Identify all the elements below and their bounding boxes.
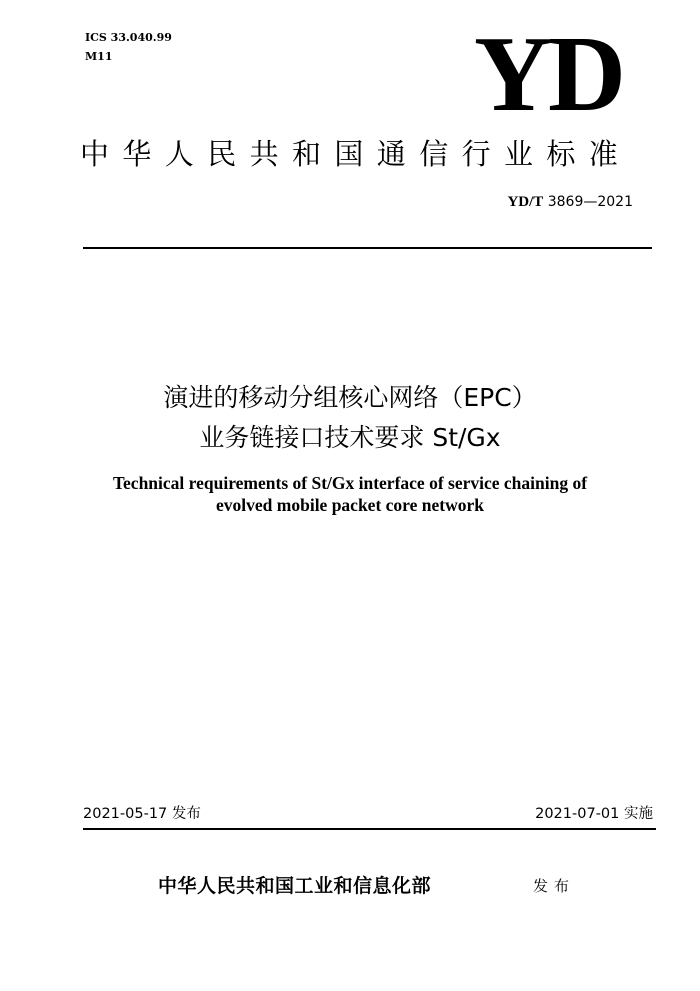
title-cn-line2: 业务链接口技术要求 St/Gx [199,423,501,452]
title-en-line2: evolved mobile packet core network [216,495,484,515]
standard-number [507,193,633,211]
title-en-line1: Technical requirements of St/Gx interface of service chaining of [112,473,588,493]
title-cn-line1: 演进的移动分组核心网络（EPC） [163,383,537,412]
issued-label: 发布 [533,877,576,895]
issuing-authority: 中华人民共和国工业和信息化部 [158,875,432,897]
standard-type-title: 中华人民共和国通信行业标准 [80,137,632,171]
implementation-date: 2021-07-01 实施 [535,806,653,822]
standard-number-prefix: YD/T [507,194,544,210]
ccs-code: M11 [85,50,113,63]
yd-logo: YD [474,15,622,134]
standard-number-value: 3869—2021 [547,194,633,210]
bottom-divider [83,828,656,830]
issue-date: 2021-05-17 发布 [83,806,201,822]
top-divider [83,247,652,249]
ics-code: ICS 33.040.99 [85,31,172,44]
